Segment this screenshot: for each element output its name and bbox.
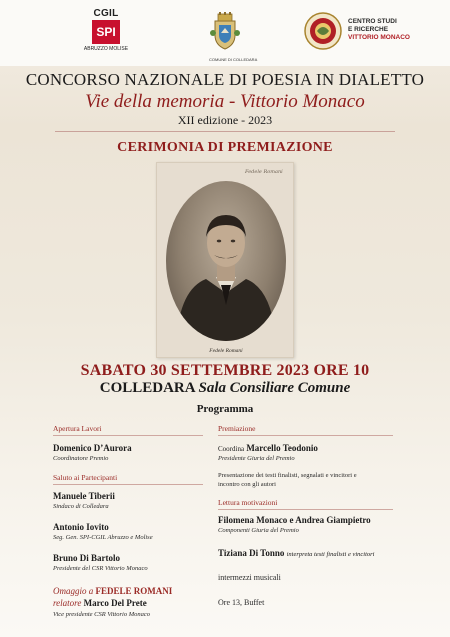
premiazione-desc-2: incontro con gli autori	[218, 481, 276, 488]
csr-line-3: VITTORIO MONACO	[348, 34, 410, 41]
coordina-name: Marcello Teodonio	[246, 443, 318, 453]
speaker-role: Sindaco di Colledara	[53, 503, 109, 510]
relatore-line	[53, 598, 147, 608]
speaker-name: Manuele Tiberii	[53, 491, 115, 501]
cgil-logo	[82, 8, 130, 52]
relatore-label: relatore	[53, 598, 82, 608]
csr-name	[348, 18, 410, 42]
buffet-text: Ore 13, Buffet	[218, 598, 265, 607]
speaker-name: Bruno Di Bartolo	[53, 553, 121, 563]
lettura-names: Filomena Monaco e Andrea Giampietro	[218, 515, 371, 525]
portrait-card	[156, 162, 294, 358]
contest-title: CONCORSO NAZIONALE DI POESIA IN DIALETTO	[25, 70, 425, 89]
omaggio-line	[53, 586, 172, 596]
portrait-photo	[166, 181, 286, 341]
coordina-role: Presidente Giuria del Premio	[218, 455, 295, 462]
omaggio-label: Omaggio a	[53, 586, 94, 596]
lettura-role: Componenti Giuria del Premio	[218, 527, 299, 534]
tiziana-role: interpreta testi finalisti e vincitori	[286, 551, 375, 558]
tiziana-name: Tiziana Di Tonno	[218, 548, 285, 558]
apertura-name: Domenico D’Aurora	[53, 443, 132, 453]
apertura-role: Coordinatore Premio	[53, 455, 109, 462]
program-heading: Programma	[196, 403, 254, 415]
comune-crest	[209, 11, 258, 62]
cgil-region: ABRUZZO MOLISE	[83, 46, 129, 52]
ceremony-heading: CERIMONIA DI PREMIAZIONE	[117, 140, 333, 155]
crest-icon	[209, 11, 241, 51]
apertura-rule	[53, 435, 203, 436]
title-divider	[55, 131, 395, 132]
apertura-heading: Apertura Lavori	[53, 424, 102, 433]
portrait-signature: Fedele Romani	[245, 169, 283, 175]
event-venue: Sala Consiliare Comune	[198, 380, 351, 396]
portrait-caption: Fedele Romani	[209, 348, 243, 354]
edition-line: XII edizione - 2023	[177, 113, 273, 127]
relatore-role: Vice presidente CSR Vittorio Monaco	[53, 611, 150, 618]
speaker-role: Presidente del CSR Vittorio Monaco	[53, 565, 148, 572]
speaker-name: Antonio Iovito	[53, 522, 109, 532]
intermezzi-text: intermezzi musicali	[218, 573, 281, 582]
portrait-figure-icon	[166, 181, 286, 341]
spi-badge: SPI	[92, 20, 120, 44]
event-place	[0, 380, 450, 397]
tiziana-line	[218, 548, 375, 558]
event-date: SABATO 30 SETTEMBRE 2023 ORE 10	[80, 362, 370, 379]
speaker-role: Seg. Gen. SPI-CGIL Abruzzo e Molise	[53, 534, 153, 541]
premiazione-heading: Premiazione	[218, 424, 256, 433]
coordina-line	[218, 443, 318, 453]
cgil-name: CGIL	[93, 8, 119, 19]
saluto-heading: Saluto ai Partecipanti	[53, 473, 118, 482]
saluto-rule	[53, 484, 203, 485]
contest-subtitle: Vie della memoria - Vittorio Monaco	[85, 91, 365, 112]
relatore-name: Marco Del Prete	[83, 598, 147, 608]
premiazione-rule	[218, 435, 393, 436]
comune-caption: COMUNE DI COLLEDARA	[209, 57, 258, 62]
event-town: COLLEDARA	[99, 380, 195, 396]
lettura-rule	[218, 509, 393, 510]
csr-emblem-icon	[304, 12, 342, 50]
logo-band	[0, 0, 450, 66]
premiazione-desc-1: Presentazione dei testi finalisti, segnalati e vincitori e	[218, 472, 357, 479]
omaggio-honoree: FEDELE ROMANI	[95, 586, 173, 596]
coordina-label: Coordina	[218, 445, 245, 453]
csr-line-1: CENTRO STUDI	[348, 18, 397, 25]
csr-line-2: E RICERCHE	[348, 26, 389, 33]
lettura-heading: Lettura motivazioni	[218, 498, 278, 507]
